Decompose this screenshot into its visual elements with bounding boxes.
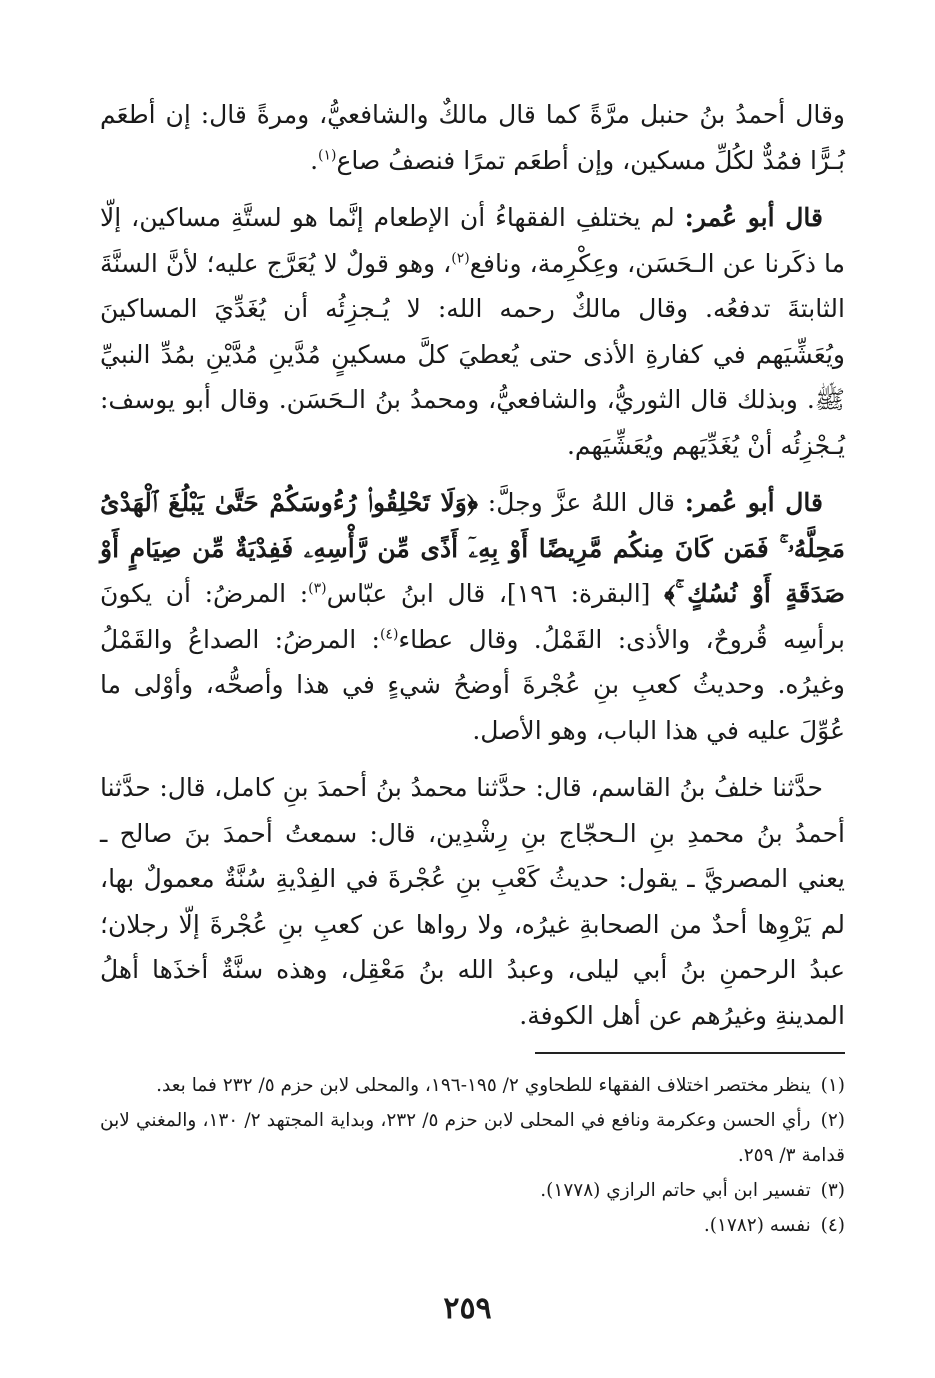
paragraph-2-lead: قال أبو عُمر: (684, 203, 823, 232)
footnote-2 (100, 1103, 845, 1173)
paragraph-3-text-before: قال اللهُ عزَّ وجلَّ: (477, 488, 685, 517)
paragraph-1 (100, 92, 845, 183)
footnote-ref-1[interactable]: (١) (318, 147, 337, 164)
footnote-3 (100, 1173, 845, 1208)
paragraph-2 (100, 195, 845, 468)
paragraph-3 (100, 480, 845, 753)
paragraph-3-ref: [البقرة: ١٩٦]، قال ابنُ عبّاس (326, 579, 665, 608)
quran-verse: ﴿وَلَا تَحْلِقُوا۟ رُءُوسَكُمْ حَتَّىٰ يَبْلُغَ ٱلْهَدْىُ مَحِلَّهُۥ ۚ فَمَن كَانَ مِنكُم مَّرِيضًا أَوْ بِهِۦٓ أَذًى مِّن رَّأْسِهِۦ فَفِدْيَةٌ مِّن صِيَامٍ أَوْ صَدَقَةٍ أَوْ نُسُكٍ ۚ﴾ (100, 488, 845, 608)
paragraph-4-text: حدَّثنا خلفُ بنُ القاسم، قال: حدَّثنا محمدُ بنُ أحمدَ بنِ كامل، قال: حدَّثنا أحمدُ بنُ محمدِ بنِ الـحجّاج بنِ رِشْدِين، قال: سمعتُ أحمدَ بنَ صالح ـ يعني المصريَّ ـ يقول: حديثُ كَعْبِ بنِ عُجْرةَ في الفِدْيةِ سُنَّةٌ معمولٌ بها، لم يَرْوِها أحدٌ من الصحابةِ غيرُه، ولا رواها عن كعبِ بنِ عُجْرةَ إلّا رجلان؛ عبدُ الرحمنِ بنُ أبي ليلى، وعبدُ الله بنُ مَعْقِل، وهذه سنَّةٌ أخذَها أهلُ المدينةِ وغيرُهم عن أهل الكوفة. (100, 773, 845, 1030)
footnote-divider (535, 1052, 845, 1054)
footnotes (100, 1068, 845, 1243)
footnote-ref-4[interactable]: (٤) (379, 626, 399, 643)
footnote-4-text: نفسه (١٧٨٢). (703, 1215, 811, 1236)
footnote-2-number: (٢) (820, 1110, 845, 1131)
paragraph-2-after: ، وهو قولٌ لا يُعَرَّج عليه؛ لأنَّ السنَّةَ الثابتةَ تدفعُه. وقال مالكٌ رحمه الله: لا يُـجزِئُه أن يُغَدِّيَ المساكينَ ويُعَشِّيَهم في كفارةِ الأذى حتى يُعطيَ كلَّ مسكينٍ مُدَّينِ مُدَّيْنِ بمُدِّ النبيِّ ﷺ. وبذلك قال الثوريُّ، والشافعيُّ، ومحمدُ بنُ الـحَسَن. وقال أبو يوسف: يُـجْزِئُه أنْ يُغَدِّيَهم ويُعَشِّيَهم. (100, 248, 845, 460)
paragraph-1-after: . (310, 145, 319, 175)
footnote-1-text: ينظر مختصر اختلاف الفقهاء للطحاوي ٢/ ١٩٥-١٩٦، والمحلى لابن حزم ٥/ ٢٣٢ فما بعد. (156, 1075, 811, 1096)
footnote-ref-3[interactable]: (٣) (308, 580, 327, 597)
footnote-4-number: (٤) (820, 1215, 845, 1236)
footnote-2-text: رأي الحسن وعكرمة ونافع في المحلى لابن حزم ٥/ ٢٣٢، وبداية المجتهد ٢/ ١٣٠، والمغني لابن قدامة ٣/ ٢٥٩. (100, 1110, 845, 1166)
paragraph-1-text: وقال أحمدُ بنُ حنبل مرَّةً كما قال مالكٌ والشافعيُّ، ومرةً قال: إن أطعَم بُـرًّا فمُدٌّ لكُلِّ مسكين، وإن أطعَم تمرًا فنصفُ صاع (100, 100, 845, 175)
footnote-3-number: (٣) (820, 1180, 845, 1201)
paragraph-4 (100, 765, 845, 1038)
paragraph-3-text-mid: : المرضُ: أن يكونَ برأسِه قُروحٌ، والأذى: القَمْلُ. وقال عطاء (100, 579, 845, 654)
paragraph-2-text: لم يختلفِ الفقهاءُ أن الإطعام إنَّما هو لستَّةِ مساكين، إلّا ما ذكَرنا عن الـحَسَن، وعِكْرِمة، ونافع (100, 203, 845, 278)
paragraph-3-lead: قال أبو عُمر: (684, 488, 823, 517)
footnote-1 (100, 1068, 845, 1103)
page-body (100, 92, 845, 1338)
footnote-ref-2[interactable]: (٢) (451, 250, 470, 267)
footnote-3-text: تفسير ابن أبي حاتم الرازي (١٧٧٨). (540, 1180, 811, 1201)
page-number: ٢٥٩ (443, 1291, 492, 1326)
footnote-1-number: (١) (820, 1075, 845, 1096)
footnote-4 (100, 1208, 845, 1243)
paragraph-3-text-end: : المرضُ: الصداعُ والقَمْلُ وغيرُه. وحديثُ كعبِ بنِ عُجْرةَ أوضحُ شيءٍ في هذا وأصحُّه، وأوْلى ما عُوِّلَ عليه في هذا الباب، وهو الأصل. (100, 624, 845, 745)
